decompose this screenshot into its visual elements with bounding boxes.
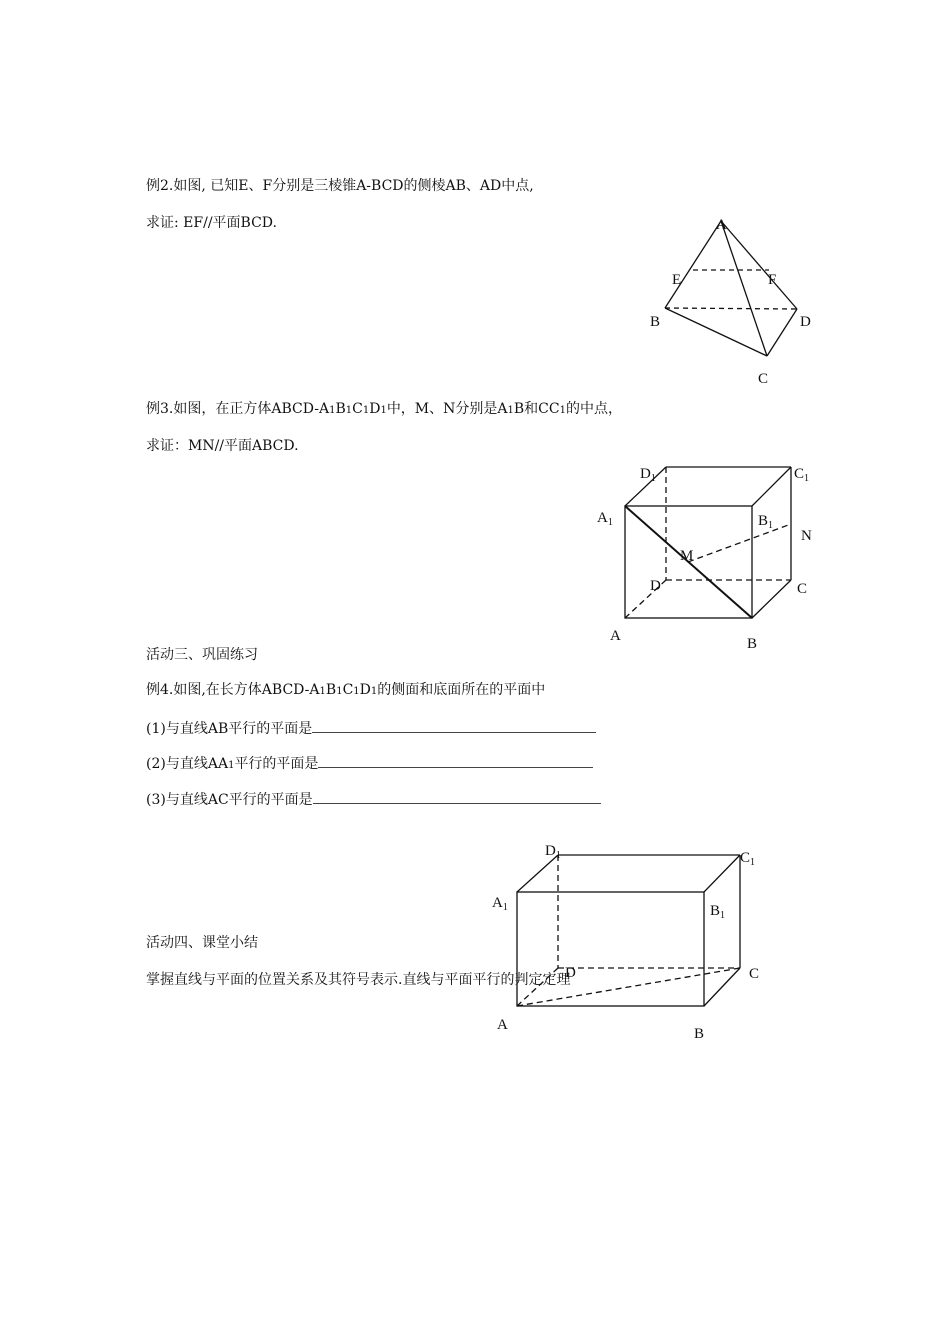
ex4-statement: 例4.如图,在长方体ABCD-A1B1C1D1的侧面和底面所在的平面中 bbox=[146, 682, 546, 698]
cube-label-A1: $A_1$ bbox=[597, 510, 613, 528]
ex4-question-2: (2)与直线AA1平行的平面是 bbox=[146, 753, 593, 775]
cube-label-B: B bbox=[747, 636, 758, 652]
activity-4-title: 活动四、课堂小结 bbox=[146, 935, 258, 951]
box-label-B1: $B_1$ bbox=[710, 903, 726, 921]
ex2-statement: 例2.如图, 已知E、F分别是三棱锥A-BCD的侧棱AB、AD中点, bbox=[146, 178, 534, 194]
box-label-C1: $C_1$ bbox=[740, 850, 756, 868]
cube-label-D: D bbox=[650, 578, 661, 594]
activity-4-summary: 掌握直线与平面的位置关系及其符号表示.直线与平面平行的判定定理 bbox=[146, 972, 571, 988]
box-label-D: D bbox=[565, 965, 576, 981]
cube-label-D1: $D_1$ bbox=[640, 466, 656, 484]
ex2-prove: 求证: EF//平面BCD. bbox=[146, 215, 277, 231]
cube-label-C1: $C_1$ bbox=[794, 466, 810, 484]
activity-3-title: 活动三、巩固练习 bbox=[146, 647, 258, 663]
tetra-label-C: C bbox=[758, 371, 769, 387]
cube-label-N: N bbox=[801, 528, 812, 544]
box-label-A: A bbox=[497, 1017, 508, 1033]
tetra-label-A: A bbox=[716, 217, 727, 233]
ex3-statement: 例3.如图，在正方体ABCD-A1B1C1D1中，M、N分别是A1B和CC1的中点， bbox=[146, 401, 622, 417]
tetra-label-D: D bbox=[800, 314, 811, 330]
ex4-question-1: (1)与直线AB平行的平面是 bbox=[146, 718, 596, 738]
box-label-D1: $D_1$ bbox=[545, 843, 561, 861]
tetra-label-B: B bbox=[650, 314, 661, 330]
cube-label-A: A bbox=[610, 628, 621, 644]
box-label-A1: $A_1$ bbox=[492, 895, 508, 913]
box-label-C: C bbox=[749, 966, 760, 982]
tetra-label-F: F bbox=[768, 272, 777, 288]
ex3-prove: 求证：MN//平面ABCD. bbox=[146, 438, 299, 454]
tetra-label-E: E bbox=[672, 272, 682, 288]
ex4-question-3: (3)与直线AC平行的平面是 bbox=[146, 789, 601, 809]
cube-label-B1: $B_1$ bbox=[758, 513, 774, 531]
cube-label-C: C bbox=[797, 581, 808, 597]
box-label-B: B bbox=[694, 1026, 705, 1042]
cube-label-M: M bbox=[680, 548, 694, 564]
